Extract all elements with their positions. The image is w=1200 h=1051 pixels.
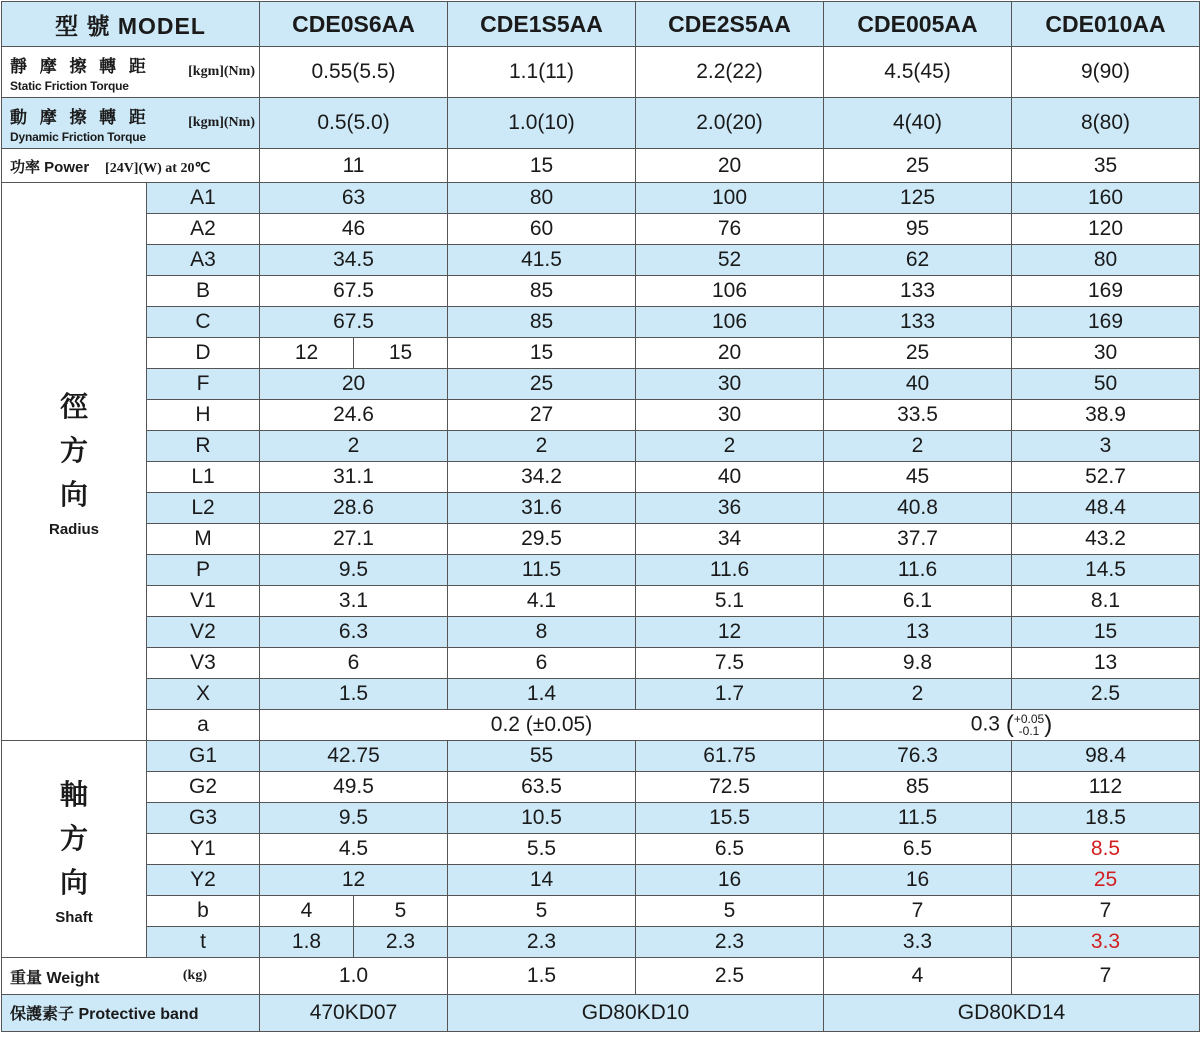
value-cell: 15: [1012, 617, 1200, 648]
value-cell: 36: [636, 493, 824, 524]
value-cell: 5.5: [448, 834, 636, 865]
value-cell: 35: [1012, 149, 1200, 183]
value-cell: GD80KD14: [824, 995, 1200, 1032]
value-cell: 6.5: [824, 834, 1012, 865]
param-label: B: [147, 276, 260, 307]
value-cell: 6.5: [636, 834, 824, 865]
param-label: G3: [147, 803, 260, 834]
table-row: [2, 462, 1200, 493]
value-cell: 52: [636, 245, 824, 276]
table-row: [2, 648, 1200, 679]
param-label: X: [147, 679, 260, 710]
value-cell: 14.5: [1012, 555, 1200, 586]
value-cell: 80: [1012, 245, 1200, 276]
value-cell: 7: [824, 896, 1012, 927]
table-row: [2, 803, 1200, 834]
model-header: CDE2S5AA: [636, 2, 824, 47]
value-cell: 12: [636, 617, 824, 648]
value-cell: 133: [824, 307, 1012, 338]
a-row: [2, 710, 1200, 741]
value-cell: 61.75: [636, 741, 824, 772]
value-cell: 4: [824, 958, 1012, 995]
value-cell: 15: [448, 149, 636, 183]
value-cell: 40: [824, 369, 1012, 400]
value-cell: 46: [260, 214, 448, 245]
value-cell: 12: [260, 338, 354, 369]
value-cell: 9.5: [260, 803, 448, 834]
value-cell: 15: [448, 338, 636, 369]
value-cell: 67.5: [260, 276, 448, 307]
value-cell: 13: [1012, 648, 1200, 679]
value-cell: 38.9: [1012, 400, 1200, 431]
radius-group-label: 徑 方 向 Radius: [2, 183, 147, 741]
param-label: V3: [147, 648, 260, 679]
value-cell: 25: [824, 338, 1012, 369]
table-row: [2, 183, 1200, 214]
param-label: A2: [147, 214, 260, 245]
value-cell: 2: [636, 431, 824, 462]
value-cell: 16: [636, 865, 824, 896]
value-cell: 125: [824, 183, 1012, 214]
table-row: [2, 586, 1200, 617]
value-cell: 0.5(5.0): [260, 98, 448, 149]
header-row: [2, 2, 1200, 47]
value-cell: 85: [448, 307, 636, 338]
table-row: [2, 896, 1200, 927]
value-cell: 6.3: [260, 617, 448, 648]
value-cell: 31.1: [260, 462, 448, 493]
value-cell: 11.5: [824, 803, 1012, 834]
protective-band-row: [2, 995, 1200, 1032]
table-row: [2, 276, 1200, 307]
value-cell: 41.5: [448, 245, 636, 276]
value-cell: 8.5: [1012, 834, 1200, 865]
value-cell: 8.1: [1012, 586, 1200, 617]
value-cell: 9(90): [1012, 47, 1200, 98]
value-cell: 2.5: [1012, 679, 1200, 710]
value-cell: 4.1: [448, 586, 636, 617]
value-cell: 4.5(45): [824, 47, 1012, 98]
value-cell: 20: [260, 369, 448, 400]
value-cell: 7.5: [636, 648, 824, 679]
value-cell: 25: [824, 149, 1012, 183]
value-cell: 4.5: [260, 834, 448, 865]
value-cell: 5: [448, 896, 636, 927]
table-row: [2, 555, 1200, 586]
value-cell: 6.1: [824, 586, 1012, 617]
param-label: b: [147, 896, 260, 927]
value-cell: 5: [354, 896, 448, 927]
value-cell: 34: [636, 524, 824, 555]
value-cell: 169: [1012, 307, 1200, 338]
model-label: 型 號 MODEL: [2, 2, 260, 47]
value-cell: 1.4: [448, 679, 636, 710]
param-label: P: [147, 555, 260, 586]
dynamic-torque-label: 動 摩 擦 轉 距 Dynamic Friction Torque [kgm](Nm): [2, 98, 260, 149]
value-cell: 30: [636, 369, 824, 400]
power-label: 功率 Power [24V](W) at 20℃: [2, 149, 260, 183]
value-cell: 106: [636, 276, 824, 307]
value-cell: 0.55(5.5): [260, 47, 448, 98]
value-cell: 1.5: [260, 679, 448, 710]
shaft-group-label: 軸 方 向 Shaft: [2, 741, 147, 958]
value-cell: 3.3: [1012, 927, 1200, 958]
value-cell: 20: [636, 338, 824, 369]
value-cell: 160: [1012, 183, 1200, 214]
value-cell: 25: [448, 369, 636, 400]
model-header: CDE005AA: [824, 2, 1012, 47]
value-cell: 16: [824, 865, 1012, 896]
value-cell: 169: [1012, 276, 1200, 307]
value-cell: 1.0: [260, 958, 448, 995]
table-row: [2, 679, 1200, 710]
value-cell: 72.5: [636, 772, 824, 803]
param-label: Y1: [147, 834, 260, 865]
weight-row: [2, 958, 1200, 995]
value-cell: 7: [1012, 896, 1200, 927]
value-cell: 85: [448, 276, 636, 307]
value-cell: 2: [260, 431, 448, 462]
power-row: [2, 149, 1200, 183]
value-cell: 15.5: [636, 803, 824, 834]
table-row: [2, 741, 1200, 772]
value-cell: 112: [1012, 772, 1200, 803]
value-cell: 45: [824, 462, 1012, 493]
value-cell: 40: [636, 462, 824, 493]
table-row: [2, 772, 1200, 803]
value-cell: 63.5: [448, 772, 636, 803]
value-cell: 34.2: [448, 462, 636, 493]
value-cell: 18.5: [1012, 803, 1200, 834]
value-cell: 4: [260, 896, 354, 927]
value-cell: 60: [448, 214, 636, 245]
param-label: D: [147, 338, 260, 369]
value-cell: 9.5: [260, 555, 448, 586]
value-cell: 2.3: [354, 927, 448, 958]
param-label: L2: [147, 493, 260, 524]
table-row: [2, 400, 1200, 431]
value-cell: 27.1: [260, 524, 448, 555]
value-cell: GD80KD10: [448, 995, 824, 1032]
value-cell: 34.5: [260, 245, 448, 276]
param-label: A3: [147, 245, 260, 276]
param-label: A1: [147, 183, 260, 214]
value-cell: 11.6: [824, 555, 1012, 586]
value-cell: 2: [824, 431, 1012, 462]
param-label: C: [147, 307, 260, 338]
value-cell: 14: [448, 865, 636, 896]
model-header: CDE1S5AA: [448, 2, 636, 47]
param-label: G1: [147, 741, 260, 772]
param-label: t: [147, 927, 260, 958]
table-row: [2, 927, 1200, 958]
value-cell: 9.8: [824, 648, 1012, 679]
value-cell: 1.7: [636, 679, 824, 710]
param-label: M: [147, 524, 260, 555]
value-cell: 5: [636, 896, 824, 927]
value-cell: 11.6: [636, 555, 824, 586]
value-cell: 470KD07: [260, 995, 448, 1032]
param-label: a: [147, 710, 260, 741]
value-cell: 37.7: [824, 524, 1012, 555]
value-cell: 28.6: [260, 493, 448, 524]
table-row: [2, 493, 1200, 524]
param-label: V2: [147, 617, 260, 648]
value-cell: 30: [1012, 338, 1200, 369]
value-cell: 42.75: [260, 741, 448, 772]
value-cell: 76.3: [824, 741, 1012, 772]
value-cell: 98.4: [1012, 741, 1200, 772]
param-label: F: [147, 369, 260, 400]
static-torque-label: 靜 摩 擦 轉 距 Static Friction Torque [kgm](Nm): [2, 47, 260, 98]
value-cell: 133: [824, 276, 1012, 307]
value-cell: 15: [354, 338, 448, 369]
value-cell: 85: [824, 772, 1012, 803]
value-cell: 49.5: [260, 772, 448, 803]
value-cell: 67.5: [260, 307, 448, 338]
param-label: H: [147, 400, 260, 431]
value-cell: 3.3: [824, 927, 1012, 958]
value-cell: 1.1(11): [448, 47, 636, 98]
static-torque-row: [2, 47, 1200, 98]
value-cell: 13: [824, 617, 1012, 648]
value-cell: 43.2: [1012, 524, 1200, 555]
value-cell: 62: [824, 245, 1012, 276]
model-header: CDE0S6AA: [260, 2, 448, 47]
weight-label: 重量 Weight (kg): [2, 958, 260, 995]
value-cell: 12: [260, 865, 448, 896]
spec-table: [1, 1, 1200, 1032]
value-cell: 2: [448, 431, 636, 462]
value-cell: 55: [448, 741, 636, 772]
table-row: [2, 617, 1200, 648]
value-cell: 11: [260, 149, 448, 183]
value-cell: 29.5: [448, 524, 636, 555]
value-cell: 8: [448, 617, 636, 648]
value-cell: 2.5: [636, 958, 824, 995]
value-cell: 106: [636, 307, 824, 338]
value-cell: 31.6: [448, 493, 636, 524]
value-cell: 11.5: [448, 555, 636, 586]
value-cell: 4(40): [824, 98, 1012, 149]
value-cell: 3: [1012, 431, 1200, 462]
protective-band-label: 保護素子 Protective band: [2, 995, 260, 1032]
table-row: [2, 834, 1200, 865]
table-row: [2, 369, 1200, 400]
value-cell: 5.1: [636, 586, 824, 617]
value-cell: 2.0(20): [636, 98, 824, 149]
param-label: V1: [147, 586, 260, 617]
value-cell: 2.3: [448, 927, 636, 958]
value-cell: 52.7: [1012, 462, 1200, 493]
table-row: [2, 431, 1200, 462]
value-cell: 2.3: [636, 927, 824, 958]
param-label: L1: [147, 462, 260, 493]
value-cell: 48.4: [1012, 493, 1200, 524]
table-row: [2, 524, 1200, 555]
value-cell: 2.2(22): [636, 47, 824, 98]
param-label: Y2: [147, 865, 260, 896]
a-value-left: 0.2 (±0.05): [260, 710, 824, 741]
model-header: CDE010AA: [1012, 2, 1200, 47]
param-label: R: [147, 431, 260, 462]
value-cell: 3.1: [260, 586, 448, 617]
value-cell: 27: [448, 400, 636, 431]
value-cell: 25: [1012, 865, 1200, 896]
table-row: [2, 214, 1200, 245]
value-cell: 1.5: [448, 958, 636, 995]
value-cell: 2: [824, 679, 1012, 710]
value-cell: 63: [260, 183, 448, 214]
param-label: G2: [147, 772, 260, 803]
value-cell: 95: [824, 214, 1012, 245]
dynamic-torque-row: [2, 98, 1200, 149]
a-value-right: 0.3 (+0.05 -0.1 ): [824, 710, 1200, 741]
table-row: [2, 338, 1200, 369]
value-cell: 24.6: [260, 400, 448, 431]
value-cell: 10.5: [448, 803, 636, 834]
value-cell: 7: [1012, 958, 1200, 995]
value-cell: 30: [636, 400, 824, 431]
table-row: [2, 865, 1200, 896]
value-cell: 50: [1012, 369, 1200, 400]
value-cell: 1.0(10): [448, 98, 636, 149]
value-cell: 100: [636, 183, 824, 214]
table-row: [2, 245, 1200, 276]
value-cell: 6: [448, 648, 636, 679]
value-cell: 6: [260, 648, 448, 679]
value-cell: 1.8: [260, 927, 354, 958]
value-cell: 120: [1012, 214, 1200, 245]
value-cell: 20: [636, 149, 824, 183]
value-cell: 8(80): [1012, 98, 1200, 149]
value-cell: 33.5: [824, 400, 1012, 431]
value-cell: 80: [448, 183, 636, 214]
value-cell: 40.8: [824, 493, 1012, 524]
table-row: [2, 307, 1200, 338]
value-cell: 76: [636, 214, 824, 245]
